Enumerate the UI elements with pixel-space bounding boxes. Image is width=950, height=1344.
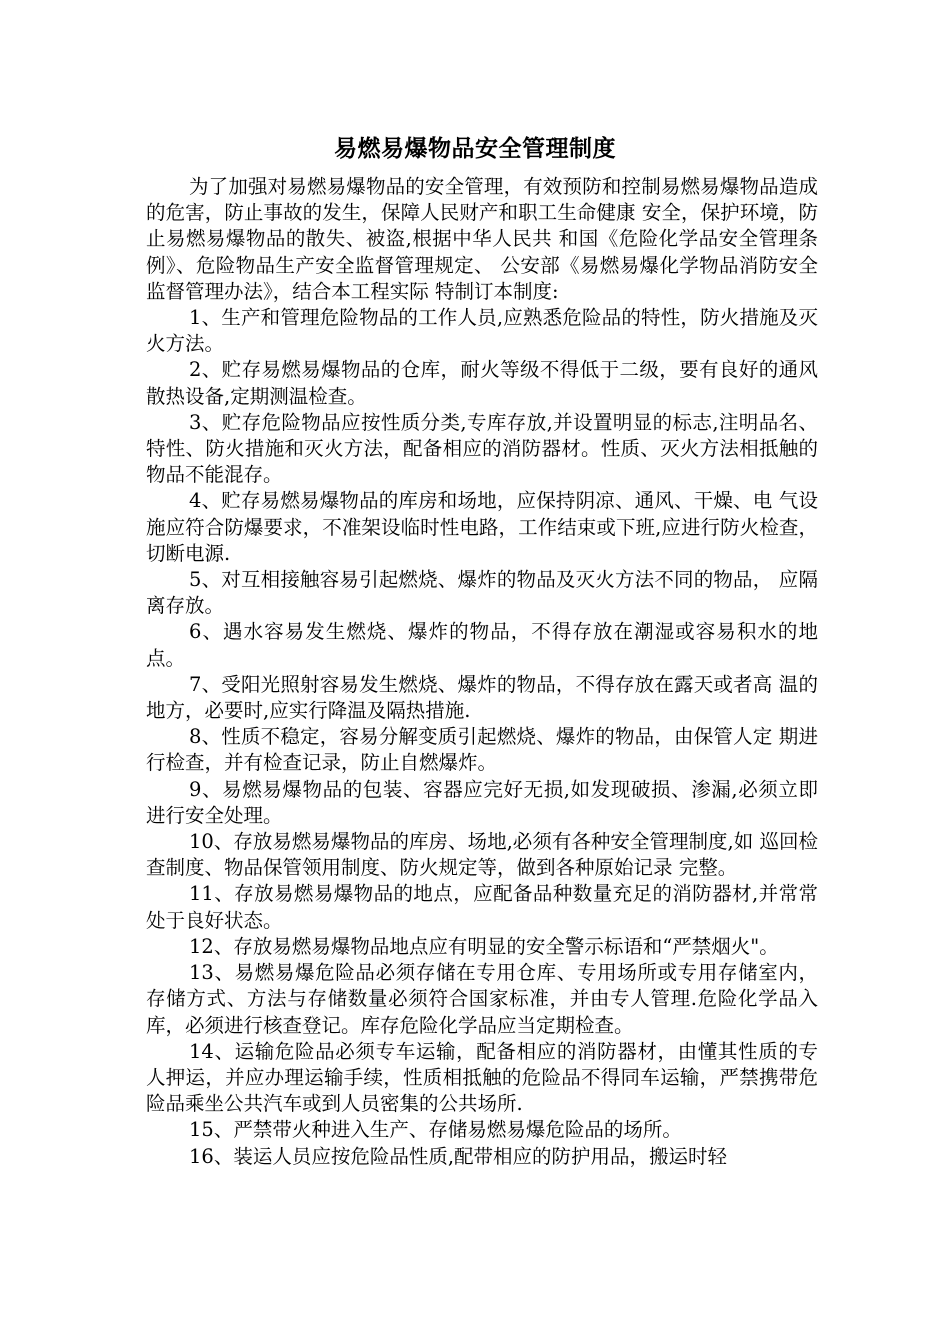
rule-paragraph-8: 8、性质不稳定，容易分解变质引起燃烧、爆炸的物品，由保管人定 期进行检查，并有检查记录，防止自燃爆炸。 (146, 725, 818, 775)
document-title: 易燃易爆物品安全管理制度 (334, 135, 616, 162)
rule-paragraph-12: 12、存放易燃易爆物品地点应有明显的安全警示标语和“严禁烟火"。 (189, 934, 779, 958)
rule-paragraph-7: 7、受阳光照射容易发生燃烧、爆炸的物品，不得存放在露天或者高 温的地方，必要时,应实行降温及隔热措施. (146, 672, 818, 723)
rule-paragraph-13: 13、易燃易爆危险品必须存储在专用仓库、专用场所或专用存储室内，存储方式、方法与存储数量必须符合国家标准，并由专人管理.危险化学品入库，必须进行核查登记。库存危险化学品应当定期检查。 (146, 961, 818, 1037)
rule-paragraph-9: 9、易燃易爆物品的包装、容器应完好无损,如发现破损、渗漏,必须立即进行安全处理。 (146, 777, 818, 827)
rule-paragraph-6: 6、遇水容易发生燃烧、爆炸的物品，不得存放在潮湿或容易积水的地点。 (146, 620, 818, 670)
rule-paragraph-11: 11、存放易燃易爆物品的地点，应配备品种数量充足的消防器材,并常常处于良好状态。 (146, 882, 818, 932)
intro-paragraph: 为了加强对易燃易爆物品的安全管理，有效预防和控制易燃易爆物品造成的危害，防止事故的发生，保障人民财产和职工生命健康 安全，保护环境，防止易燃易爆物品的散失、被盗,根据中华人民共 和国《危险化学品安全管理条例》、危险物品生产安全监督管理规定、 公安部《易燃易爆化学物品消防安全监督管理办法》，结合本工程实际 特制订本制度: (146, 175, 818, 303)
rule-paragraph-4: 4、贮存易燃易爆物品的库房和场地，应保持阴凉、通风、干燥、电 气设施应符合防爆要求，不准架设临时性电路，工作结束或下班,应进行防火检查，切断电源. (146, 489, 818, 565)
document-body (146, 174, 818, 1170)
rule-paragraph-3: 3、贮存危险物品应按性质分类,专库存放,并设置明显的标志,注明品名、特性、防火措施和灭火方法，配备相应的消防器材。性质、灭火方法相抵触的物品不能混存。 (146, 410, 818, 487)
rule-paragraph-5: 5、对互相接触容易引起燃烧、爆炸的物品及灭火方法不同的物品， 应隔离存放。 (146, 568, 818, 618)
rule-paragraph-2: 2、贮存易燃易爆物品的仓库，耐火等级不得低于二级，要有良好的通风散热设备,定期测温检查。 (146, 358, 818, 408)
rule-paragraph-10: 10、存放易燃易爆物品的库房、场地,必须有各种安全管理制度,如 巡回检查制度、物品保管领用制度、防火规定等，做到各种原始记录 完整。 (146, 830, 818, 880)
rule-paragraph-16: 16、装运人员应按危险品性质,配带相应的防护用品，搬运时轻 (189, 1144, 728, 1168)
rule-paragraph-15: 15、严禁带火种进入生产、存储易燃易爆危险品的场所。 (189, 1118, 682, 1142)
rule-paragraph-14: 14、运输危险品必须专车运输，配备相应的消防器材，由懂其性质的专人押运，并应办理运输手续，性质相抵触的危险品不得同车运输，严禁携带危险品乘坐公共汽车或到人员密集的公共场所. (146, 1039, 818, 1116)
rule-paragraph-1: 1、生产和管理危险物品的工作人员,应熟悉危险品的特性，防火措施及灭火方法。 (146, 306, 818, 356)
